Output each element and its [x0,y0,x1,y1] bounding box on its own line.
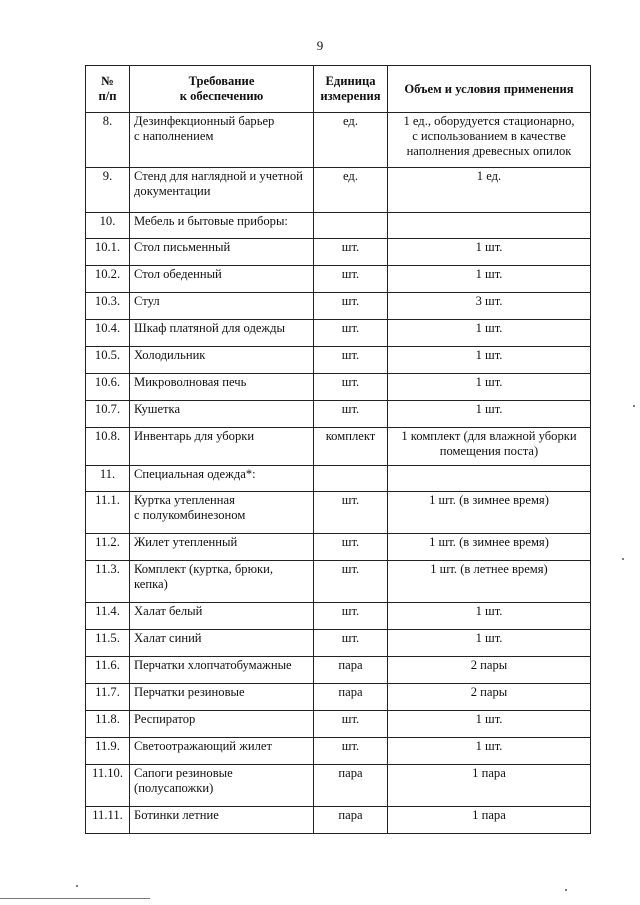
table-row [86,374,591,401]
row-number: 11. [86,466,130,492]
table-row [86,239,591,266]
row-unit: шт. [314,630,388,657]
row-number: 10. [86,213,130,239]
row-number: 11.4. [86,603,130,630]
table-row [86,428,591,466]
row-requirement: Светоотражающий жилет [130,738,314,765]
row-volume: 1 шт. (в зимнее время) [388,492,591,534]
row-number: 10.5. [86,347,130,374]
row-requirement: Микроволновая печь [130,374,314,401]
scan-speck [76,885,78,887]
row-requirement: Респиратор [130,711,314,738]
row-number: 11.11. [86,807,130,834]
row-volume [388,213,591,239]
row-requirement: Кушетка [130,401,314,428]
requirements-table [85,65,591,834]
row-number: 11.2. [86,534,130,561]
row-number: 11.8. [86,711,130,738]
row-unit: шт. [314,266,388,293]
row-requirement: Куртка утепленная с полукомбинезоном [130,492,314,534]
row-requirement: Халат белый [130,603,314,630]
row-unit: шт. [314,738,388,765]
table-row [86,266,591,293]
row-unit: ед. [314,168,388,213]
table-row [86,684,591,711]
row-unit: шт. [314,561,388,603]
row-requirement: Дезинфекционный барьер с наполнением [130,113,314,168]
row-volume: 1 шт. [388,374,591,401]
row-number: 11.6. [86,657,130,684]
row-unit: ед. [314,113,388,168]
row-volume: 1 шт. [388,401,591,428]
row-volume: 1 шт. [388,266,591,293]
row-unit: шт. [314,401,388,428]
row-unit: шт. [314,293,388,320]
row-volume: 1 пара [388,807,591,834]
table-row [86,213,591,239]
table-row [86,347,591,374]
row-requirement: Перчатки резиновые [130,684,314,711]
table-row [86,492,591,534]
table-row [86,657,591,684]
header-volume: Объем и условия применения [388,66,591,113]
row-unit [314,466,388,492]
table-row [86,168,591,213]
header-num: № п/п [86,66,130,113]
row-volume: 1 шт. [388,603,591,630]
row-number: 11.1. [86,492,130,534]
row-number: 9. [86,168,130,213]
row-requirement: Шкаф платяной для одежды [130,320,314,347]
row-volume: 1 ед. [388,168,591,213]
row-requirement: Халат синий [130,630,314,657]
row-number: 11.7. [86,684,130,711]
row-number: 10.2. [86,266,130,293]
row-volume: 2 пары [388,684,591,711]
row-volume: 1 шт. [388,630,591,657]
row-unit: шт. [314,534,388,561]
table-row [86,534,591,561]
row-requirement: Холодильник [130,347,314,374]
row-requirement: Специальная одежда*: [130,466,314,492]
row-unit: шт. [314,239,388,266]
page-number: 9 [316,38,324,53]
row-unit: пара [314,657,388,684]
row-requirement: Стол обеденный [130,266,314,293]
row-unit: шт. [314,374,388,401]
header-unit: Единица измерения [314,66,388,113]
row-unit: пара [314,807,388,834]
row-unit: шт. [314,603,388,630]
row-unit: шт. [314,320,388,347]
row-number: 10.7. [86,401,130,428]
row-volume: 1 шт. [388,711,591,738]
row-number: 8. [86,113,130,168]
row-unit: пара [314,684,388,711]
scan-speck [622,558,624,560]
header-requirement: Требование к обеспечению [130,66,314,113]
row-number: 11.5. [86,630,130,657]
row-requirement: Стол письменный [130,239,314,266]
table-row [86,293,591,320]
row-volume: 1 ед., оборудуется стационарно, с использованием в качестве наполнения древесных опилок [388,113,591,168]
table-row [86,630,591,657]
table-body [86,113,591,834]
row-unit: шт. [314,492,388,534]
row-number: 10.4. [86,320,130,347]
scan-speck [633,405,635,407]
row-unit: комплект [314,428,388,466]
row-unit: шт. [314,711,388,738]
row-requirement: Жилет утепленный [130,534,314,561]
row-volume: 2 пары [388,657,591,684]
row-requirement: Комплект (куртка, брюки, кепка) [130,561,314,603]
row-requirement: Сапоги резиновые (полусапожки) [130,765,314,807]
table-header-row [86,66,591,113]
table-row [86,765,591,807]
table-row [86,711,591,738]
row-number: 10.8. [86,428,130,466]
table-row [86,320,591,347]
row-number: 11.9. [86,738,130,765]
row-volume: 1 шт. (в летнее время) [388,561,591,603]
row-volume: 3 шт. [388,293,591,320]
row-requirement: Ботинки летние [130,807,314,834]
row-requirement: Мебель и бытовые приборы: [130,213,314,239]
row-number: 10.3. [86,293,130,320]
table-row [86,603,591,630]
scan-speck [565,889,567,891]
row-volume: 1 комплект (для влажной уборки помещения поста) [388,428,591,466]
row-unit: шт. [314,347,388,374]
row-volume [388,466,591,492]
table-row [86,807,591,834]
row-volume: 1 шт. [388,320,591,347]
row-requirement: Стенд для наглядной и учетной документации [130,168,314,213]
row-requirement: Стул [130,293,314,320]
row-unit: пара [314,765,388,807]
table-row [86,113,591,168]
table-row [86,466,591,492]
table-row [86,401,591,428]
row-volume: 1 шт. [388,239,591,266]
row-volume: 1 шт. [388,347,591,374]
row-volume: 1 шт. (в зимнее время) [388,534,591,561]
row-number: 10.1. [86,239,130,266]
row-number: 11.3. [86,561,130,603]
table-row [86,561,591,603]
row-requirement: Инвентарь для уборки [130,428,314,466]
row-unit [314,213,388,239]
scan-edge-line [0,898,150,899]
row-volume: 1 шт. [388,738,591,765]
row-requirement: Перчатки хлопчатобумажные [130,657,314,684]
table-row [86,738,591,765]
row-number: 10.6. [86,374,130,401]
row-number: 11.10. [86,765,130,807]
row-volume: 1 пара [388,765,591,807]
